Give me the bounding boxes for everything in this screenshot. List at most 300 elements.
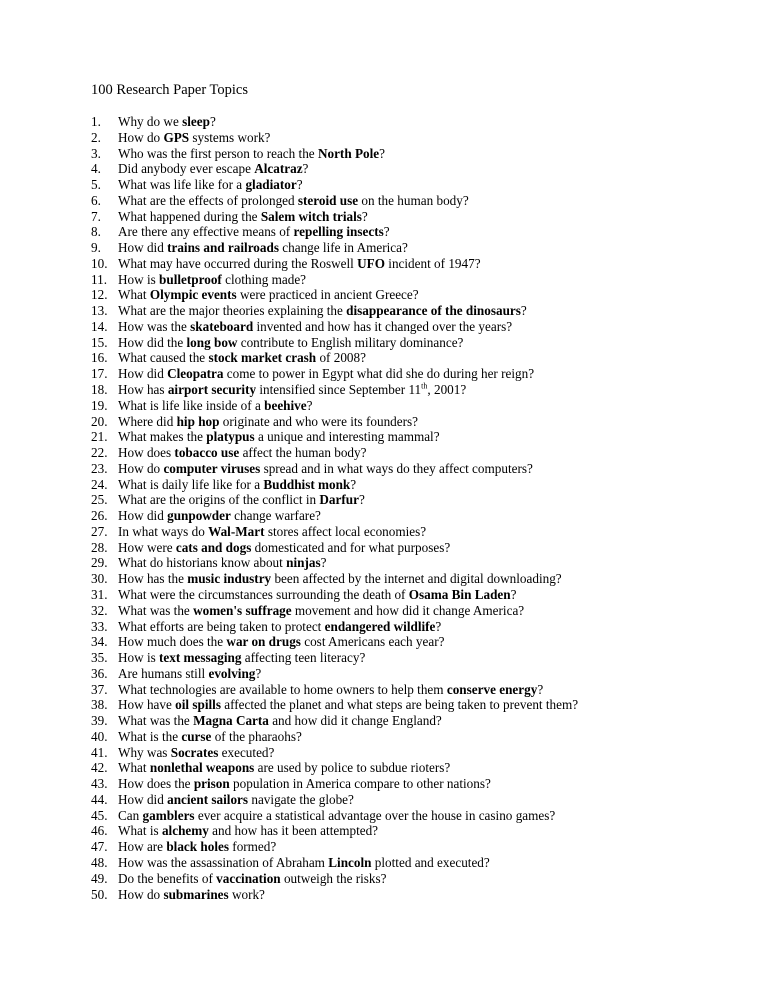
topic-text (118, 209, 368, 224)
topic-text-segment: ? (510, 586, 517, 602)
topic-text-segment: How was the assassination of Abraham (118, 854, 329, 870)
topic-keyword: sleep (182, 114, 210, 129)
topic-number: 43. (91, 776, 108, 792)
list-item (91, 350, 751, 366)
topic-text-segment: How do (118, 460, 164, 476)
topic-text (118, 193, 469, 208)
topic-text-segment: What are the major theories explaining the (118, 303, 347, 319)
list-item (91, 571, 751, 587)
topic-keyword: Alcatraz (254, 161, 303, 177)
topic-number: 1. (91, 114, 101, 129)
topic-text (118, 555, 326, 570)
topic-number: 50. (91, 886, 108, 902)
topic-text-segment: What caused the (118, 350, 209, 366)
topic-text-segment: How did the (118, 334, 187, 350)
topic-text-segment: originate and who were its founders? (219, 413, 418, 429)
topic-text-segment: What (118, 287, 150, 303)
topic-text (118, 871, 387, 886)
topic-text-segment: ? (306, 397, 313, 413)
topic-number: 25. (91, 492, 108, 508)
topic-text-segment: What is the (118, 728, 182, 744)
topic-number: 3. (91, 145, 101, 161)
topic-text (118, 335, 463, 350)
topic-text (118, 524, 426, 539)
topic-number: 32. (91, 602, 108, 618)
topic-number: 24. (91, 476, 108, 492)
list-item (91, 461, 751, 477)
list-item (91, 161, 751, 177)
topic-number: 18. (91, 382, 108, 398)
topic-number: 28. (91, 539, 108, 555)
topic-text-segment: affecting teen literacy? (241, 650, 366, 666)
topic-keyword: tobacco use (174, 445, 240, 461)
topic-text-segment: contribute to English military dominance? (237, 334, 464, 350)
topic-number: 20. (91, 413, 108, 429)
topic-keyword: music industry (187, 571, 272, 587)
topic-text (118, 855, 490, 870)
topic-number: 26. (91, 508, 108, 524)
topic-keyword: long bow (186, 334, 238, 350)
topic-text-segment: invented and how has it changed over the years? (253, 318, 513, 334)
topic-text-segment: How was the (118, 318, 191, 334)
list-item (91, 634, 751, 650)
list-item (91, 729, 751, 745)
topic-keyword: disappearance of the dinosaurs (346, 303, 521, 319)
topic-text-segment: and how has it been attempted? (208, 823, 379, 839)
topic-text-segment: What happened during the (118, 208, 261, 224)
topic-text-segment: How has (118, 382, 168, 398)
topic-text-segment: What may have occurred during the Roswell (118, 255, 358, 271)
list-item (91, 508, 751, 524)
topic-text-segment: of 2008? (316, 350, 366, 366)
topic-text-segment: affected the planet and what steps are being taken to prevent them? (220, 697, 579, 713)
topic-text-segment: How were (118, 539, 176, 555)
topic-keyword: submarines (163, 886, 229, 902)
topic-keyword: ninjas (286, 555, 321, 571)
topic-text-segment: How have (118, 697, 176, 713)
topic-text-segment: What makes the (118, 429, 207, 445)
topic-keyword: steroid use (297, 192, 359, 208)
topic-number: 19. (91, 397, 108, 413)
topic-number: 38. (91, 697, 108, 713)
topic-text (118, 414, 418, 429)
topic-number: 14. (91, 318, 108, 334)
list-item (91, 256, 751, 272)
topic-text-segment: What is (118, 823, 162, 839)
topic-text-segment: plotted and executed? (371, 854, 490, 870)
topic-keyword: Socrates (170, 744, 219, 760)
topic-text (118, 272, 306, 287)
topic-text-segment: a unique and interesting mammal? (254, 429, 440, 445)
topic-text-segment: In what ways do (118, 523, 209, 539)
topic-text (118, 256, 481, 271)
list-item (91, 130, 751, 146)
list-item (91, 319, 751, 335)
topic-text-segment: ? (255, 665, 262, 681)
topic-text (118, 729, 302, 744)
topic-keyword: women's suffrage (193, 602, 292, 618)
topic-number: 45. (91, 807, 108, 823)
topic-number: 8. (91, 224, 101, 240)
list-item (91, 666, 751, 682)
topic-keyword: Wal-Mart (208, 523, 265, 539)
list-item (91, 839, 751, 855)
topic-text-segment: spread and in what ways do they affect computers? (260, 460, 533, 476)
topic-keyword: alchemy (161, 823, 209, 839)
topic-number: 35. (91, 650, 108, 666)
topic-text (118, 477, 356, 492)
topic-text-segment: Can (118, 807, 143, 823)
topic-keyword: Cleopatra (167, 366, 224, 382)
list-item (91, 808, 751, 824)
topic-text-segment: change life in America? (278, 240, 408, 256)
list-item (91, 619, 751, 635)
topic-text (118, 682, 543, 697)
topic-text-segment: movement and how did it change America? (291, 602, 525, 618)
topic-keyword: Buddhist monk (263, 476, 351, 492)
topic-number: 29. (91, 555, 108, 571)
list-item (91, 429, 751, 445)
topic-text (118, 823, 378, 838)
topic-text (118, 161, 308, 176)
topic-text-segment: and how did it change England? (268, 713, 442, 729)
topic-text-segment: Do the benefits of (118, 870, 217, 886)
topic-keyword: UFO (357, 255, 385, 271)
topic-text (118, 587, 516, 602)
list-item (91, 382, 751, 398)
topic-number: 36. (91, 665, 108, 681)
topic-keyword: skateboard (190, 318, 254, 334)
topic-text (118, 508, 321, 523)
topic-number: 31. (91, 586, 108, 602)
topic-text (118, 366, 534, 381)
list-item (91, 366, 751, 382)
topic-text-segment: ? (435, 618, 442, 634)
topic-number: 16. (91, 350, 108, 366)
list-item (91, 287, 751, 303)
topic-keyword: Magna Carta (193, 713, 269, 729)
topic-number: 27. (91, 523, 108, 539)
topic-keyword: hip hop (176, 413, 220, 429)
topic-text-segment: What were the circumstances surrounding the death of (118, 586, 409, 602)
topic-keyword: prison (193, 776, 230, 792)
list-item (91, 540, 751, 556)
topic-number: 7. (91, 208, 101, 224)
topic-keyword: Olympic events (149, 287, 237, 303)
topic-number: 11. (91, 271, 107, 287)
topic-keyword: evolving (208, 665, 256, 681)
topic-keyword: vaccination (216, 870, 281, 886)
topic-text-segment: incident of 1947? (384, 255, 481, 271)
list-item (91, 492, 751, 508)
document-title: 100 Research Paper Topics (91, 82, 248, 98)
topic-keyword: war on drugs (226, 634, 301, 650)
topic-number: 4. (91, 161, 101, 177)
topic-number: 40. (91, 728, 108, 744)
topic-text (118, 146, 385, 161)
topic-number: 13. (91, 303, 108, 319)
topic-text-segment: Are humans still (118, 665, 209, 681)
topic-text-segment: ? (520, 303, 527, 319)
topic-text-segment: How did (118, 508, 168, 524)
topic-number: 47. (91, 839, 108, 855)
topic-number: 41. (91, 744, 108, 760)
topic-text-segment: systems work? (189, 129, 271, 145)
topic-keyword: Darfur (319, 492, 359, 508)
topic-text-segment: cost Americans each year? (300, 634, 445, 650)
topic-text (118, 808, 555, 823)
list-item (91, 477, 751, 493)
topic-text-segment: of the pharaohs? (211, 728, 302, 744)
topic-text-segment: How are (118, 839, 167, 855)
list-item (91, 272, 751, 288)
topic-keyword: oil spills (175, 697, 221, 713)
topic-text (118, 634, 444, 649)
topic-text (118, 713, 442, 728)
topic-text (118, 461, 533, 476)
topic-number: 44. (91, 791, 108, 807)
topic-number: 9. (91, 240, 101, 256)
topic-text-segment: Did anybody ever escape (118, 161, 255, 177)
topic-text (118, 114, 216, 129)
list-item (91, 697, 751, 713)
topic-text-segment: How much does the (118, 634, 227, 650)
topic-text-segment: What is life like inside of a (118, 397, 265, 413)
topic-keyword: computer viruses (163, 460, 261, 476)
topic-keyword: gladiator (245, 177, 297, 193)
topic-keyword: gamblers (142, 807, 195, 823)
topic-text (118, 350, 366, 365)
list-item (91, 792, 751, 808)
topic-text (118, 776, 491, 791)
list-item (91, 524, 751, 540)
topic-text (118, 619, 441, 634)
topic-text-segment: clothing made? (221, 271, 307, 287)
list-item (91, 445, 751, 461)
list-item (91, 414, 751, 430)
topic-text (118, 303, 527, 318)
list-item (91, 871, 751, 887)
topic-number: 17. (91, 366, 108, 382)
topic-keyword: black holes (166, 839, 229, 855)
topic-keyword: GPS (163, 129, 190, 145)
list-item (91, 760, 751, 776)
topic-text (118, 398, 312, 413)
topic-number: 15. (91, 334, 108, 350)
topic-text (118, 887, 265, 902)
topic-text-segment: ? (209, 114, 216, 129)
topic-text (118, 429, 440, 444)
topic-text (118, 650, 365, 665)
list-item (91, 603, 751, 619)
topic-text-segment: change warfare? (230, 508, 321, 524)
topic-text-segment: population in America compare to other nations? (229, 776, 491, 792)
topic-keyword: nonlethal weapons (149, 760, 255, 776)
topic-text-segment: Why do we (118, 114, 183, 129)
topic-text (118, 745, 274, 760)
topic-text-segment: What do historians know about (118, 555, 287, 571)
topic-text-segment: affect the human body? (239, 445, 367, 461)
topic-text-segment: ? (361, 208, 368, 224)
topic-text-segment: were practiced in ancient Greece? (236, 287, 419, 303)
topic-keyword: ancient sailors (167, 791, 249, 807)
topic-text (118, 571, 562, 586)
topic-number: 49. (91, 870, 108, 886)
topic-text-segment: stores affect local economies? (264, 523, 427, 539)
topic-text-segment: are used by police to subdue rioters? (254, 760, 451, 776)
list-item (91, 713, 751, 729)
topic-number: 21. (91, 429, 108, 445)
topic-text-segment: Who was the first person to reach the (118, 145, 318, 161)
topic-number: 39. (91, 713, 108, 729)
topic-text-segment: How do (118, 886, 164, 902)
topic-keyword: Osama Bin Laden (408, 586, 511, 602)
topic-number: 37. (91, 681, 108, 697)
list-item (91, 193, 751, 209)
topic-text-segment: What is daily life like for a (118, 476, 264, 492)
topic-keyword: airport security (167, 382, 257, 398)
topic-text (118, 319, 512, 334)
topic-text-segment: executed? (218, 744, 275, 760)
topic-text-segment: ? (302, 161, 309, 177)
topic-keyword: bulletproof (159, 271, 222, 287)
topic-text (118, 240, 408, 255)
topic-text-segment: come to power in Egypt what did she do during her reign? (223, 366, 535, 382)
topic-text-segment: What was the (118, 602, 194, 618)
topic-text-segment: Why was (118, 744, 171, 760)
topic-text-segment: How has the (118, 571, 188, 587)
topic-text (118, 760, 450, 775)
topic-text-segment: What are the origins of the conflict in (118, 492, 320, 508)
list-item (91, 555, 751, 571)
topic-number: 12. (91, 287, 108, 303)
topic-number: 10. (91, 255, 108, 271)
topic-keyword: stock market crash (208, 350, 317, 366)
topic-text (118, 382, 466, 397)
list-item (91, 823, 751, 839)
topic-text (118, 224, 390, 239)
topic-number: 6. (91, 192, 101, 208)
topic-keyword: platypus (206, 429, 255, 445)
list-item (91, 177, 751, 193)
topic-keyword: cats and dogs (175, 539, 252, 555)
topic-text-segment: What technologies are available to home owners to help them (118, 681, 447, 697)
list-item (91, 224, 751, 240)
topic-text-segment: What was life like for a (118, 177, 246, 193)
topic-text-segment: What are the effects of prolonged (118, 192, 298, 208)
topic-keyword: beehive (264, 397, 307, 413)
topic-text (118, 666, 261, 681)
topic-text-segment: intensified since September 11 (256, 382, 422, 398)
topic-number: 42. (91, 760, 108, 776)
topic-keyword: repelling insects (293, 224, 384, 240)
topic-text-segment: on the human body? (358, 192, 469, 208)
list-item (91, 209, 751, 225)
list-item (91, 240, 751, 256)
topic-text (118, 839, 276, 854)
topic-text-segment: , 2001? (427, 382, 467, 398)
topic-text-segment: ? (358, 492, 365, 508)
list-item (91, 776, 751, 792)
topic-text-segment: ever acquire a statistical advantage over the house in casino games? (194, 807, 556, 823)
topic-text (118, 792, 354, 807)
topic-text-segment: ? (537, 681, 544, 697)
topic-text (118, 445, 366, 460)
topic-number: 34. (91, 634, 108, 650)
topic-list (91, 114, 751, 902)
list-item (91, 587, 751, 603)
topic-keyword: endangered wildlife (324, 618, 436, 634)
topic-text-segment: Where did (118, 413, 177, 429)
topic-number: 22. (91, 445, 108, 461)
list-item (91, 745, 751, 761)
topic-keyword: Lincoln (328, 854, 372, 870)
topic-text-segment: How does the (118, 776, 194, 792)
topic-text-segment: ? (350, 476, 357, 492)
topic-text (118, 697, 578, 712)
topic-text-segment: What efforts are being taken to protect (118, 618, 325, 634)
topic-text-segment: domesticated and for what purposes? (251, 539, 451, 555)
list-item (91, 114, 751, 130)
list-item (91, 146, 751, 162)
list-item (91, 303, 751, 319)
topic-keyword: conserve energy (446, 681, 538, 697)
topic-text-segment: formed? (229, 839, 277, 855)
topic-text-segment: How did (118, 791, 168, 807)
topic-text (118, 603, 524, 618)
list-item (91, 335, 751, 351)
topic-text-segment: What was the (118, 713, 194, 729)
topic-keyword: Salem witch trials (260, 208, 362, 224)
topic-text-segment: work? (228, 886, 265, 902)
topic-text (118, 540, 450, 555)
topic-text-segment: ? (320, 555, 327, 571)
topic-text (118, 130, 270, 145)
topic-keyword: text messaging (159, 650, 242, 666)
topic-text (118, 492, 365, 507)
topic-superscript: th (421, 381, 428, 391)
topic-keyword: gunpowder (167, 508, 231, 524)
topic-keyword: curse (181, 728, 212, 744)
topic-number: 46. (91, 823, 108, 839)
topic-text-segment: ? (296, 177, 303, 193)
topic-text-segment: outweigh the risks? (280, 870, 387, 886)
topic-text (118, 177, 303, 192)
topic-number: 48. (91, 854, 108, 870)
topic-text-segment: What (118, 760, 150, 776)
topic-number: 23. (91, 460, 108, 476)
list-item (91, 855, 751, 871)
list-item (91, 398, 751, 414)
topic-text-segment: ? (383, 224, 390, 240)
topic-keyword: North Pole (317, 145, 380, 161)
topic-number: 5. (91, 177, 101, 193)
topic-text-segment: How is (118, 650, 160, 666)
list-item (91, 887, 751, 903)
topic-number: 2. (91, 129, 101, 145)
list-item (91, 682, 751, 698)
topic-keyword: trains and railroads (167, 240, 279, 256)
list-item (91, 650, 751, 666)
topic-text-segment: navigate the globe? (248, 791, 354, 807)
topic-text-segment: How does (118, 445, 175, 461)
topic-text-segment: ? (379, 145, 385, 161)
topic-text-segment: How did (118, 240, 168, 256)
topic-number: 30. (91, 571, 108, 587)
topic-number: 33. (91, 618, 108, 634)
topic-text-segment: been affected by the internet and digital downloading? (271, 571, 562, 587)
topic-text-segment: Are there any effective means of (118, 224, 294, 240)
